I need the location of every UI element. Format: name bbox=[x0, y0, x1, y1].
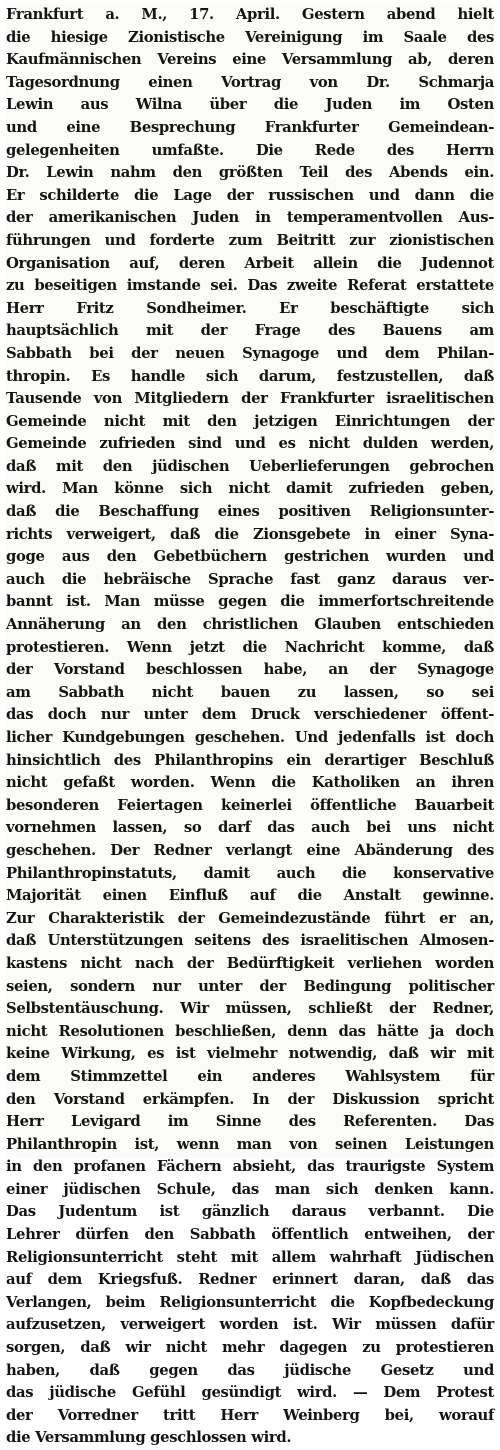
article-line: hauptsächlich mit der Frage des Bauens am bbox=[6, 322, 494, 340]
article-line: Verlangen, beim Religionsunterricht die Kopfbedeckung bbox=[6, 1293, 494, 1311]
article-line: Philanthropin ist, wenn man von seinen Leistungen bbox=[6, 1135, 494, 1153]
article-line: sorgen, daß wir nicht mehr dagegen zu protestieren bbox=[6, 1339, 494, 1357]
article-line: Majorität einen Einfluß auf die Anstalt gewinne. bbox=[6, 887, 494, 905]
article-line: Er schilderte die Lage der russischen und dann die bbox=[6, 186, 494, 204]
article-line: Selbstentäuschung. Wir müssen, schließt der Redner, bbox=[6, 1000, 494, 1018]
article-line: in den profanen Fächern absieht, das traurigste System bbox=[6, 1158, 494, 1176]
article-line: geschehen. Der Redner verlangt eine Abänderung des bbox=[6, 841, 494, 859]
article-line: Gemeinde nicht mit den jetzigen Einrichtungen der bbox=[6, 412, 494, 430]
article-line: den Vorstand erkämpfen. In der Diskussion spricht bbox=[6, 1090, 494, 1108]
article-line: der Vorstand beschlossen habe, an der Synagoge bbox=[6, 661, 494, 679]
article-line: nicht gefaßt worden. Wenn die Katholiken an ihren bbox=[6, 774, 494, 792]
article-line: der Vorredner tritt Herr Weinberg bei, worauf bbox=[6, 1406, 494, 1424]
newspaper-clipping bbox=[6, 4, 494, 1447]
article-line: dem Stimmzettel ein anderes Wahlsystem für bbox=[6, 1067, 494, 1085]
article-line: Tausende von Mitgliedern der Frankfurter israelitischen bbox=[6, 390, 494, 408]
article-line: einer jüdischen Schule, das man sich denken kann. bbox=[6, 1180, 494, 1198]
article-line: das doch nur unter dem Druck verschiedener öffent- bbox=[6, 706, 494, 724]
article-line: haben, daß gegen das jüdische Gesetz und bbox=[6, 1361, 494, 1379]
article-line: führungen und forderte zum Beitritt zur zionistischen bbox=[6, 231, 494, 249]
article-line: thropin. Es handle sich darum, festzustellen, daß bbox=[6, 367, 494, 385]
article-line: der amerikanischen Juden in temperamentvollen Aus- bbox=[6, 209, 494, 227]
article-line: nicht Resolutionen beschließen, denn das hätte ja doch bbox=[6, 1022, 494, 1040]
article-line: und eine Besprechung Frankfurter Gemeindean- bbox=[6, 118, 494, 136]
article-line: Lehrer dürfen den Sabbath öffentlich entweihen, der bbox=[6, 1226, 494, 1244]
article-line: Organisation auf, deren Arbeit allein die Judennot bbox=[6, 254, 494, 272]
article-line: Religionsunterricht steht mit allem wahrhaft Jüdischen bbox=[6, 1248, 494, 1266]
article-line: licher Kundgebungen geschehen. Und jedenfalls ist doch bbox=[6, 729, 494, 746]
article-line: seien, sondern nur unter der Bedingung politischer bbox=[6, 977, 494, 995]
article-line: am Sabbath nicht bauen zu lassen, so sei bbox=[6, 683, 494, 701]
article-column bbox=[6, 4, 494, 1450]
article-line: Zur Charakteristik der Gemeindezustände führt er an, bbox=[6, 909, 494, 927]
article-line: protestieren. Wenn jetzt die Nachricht komme, daß bbox=[6, 638, 494, 656]
article-line: die hiesige Zionistische Vereinigung im Saale des bbox=[6, 28, 494, 46]
article-line: Kaufmännischen Vereins eine Versammlung ab, deren bbox=[6, 51, 494, 69]
article-line: Herr Fritz Sondheimer. Er beschäftigte sich bbox=[6, 299, 494, 317]
article-line: besonderen Feiertagen keinerlei öffentliche Bauarbeit bbox=[6, 796, 494, 814]
article-line: Annäherung an den christlichen Glauben entschieden bbox=[6, 616, 494, 634]
article-line: die Versammlung geschlossen wird. bbox=[6, 1429, 292, 1447]
article-line: Tagesordnung einen Vortrag von Dr. Schmarja bbox=[6, 73, 494, 91]
article-line: Dr. Lewin nahm den größten Teil des Abends ein. bbox=[6, 164, 494, 182]
article-line: kastens nicht nach der Bedürftigkeit verliehen worden bbox=[6, 954, 494, 972]
article-line: daß die Beschaffung eines positiven Religionsunter- bbox=[6, 503, 494, 521]
article-line: gelegenheiten umfaßte. Die Rede des Herrn bbox=[6, 141, 494, 159]
article-line: hinsichtlich des Philanthropins ein derartiger Beschluß bbox=[6, 751, 494, 769]
article-line: Herr Levigard im Sinne des Referenten. Das bbox=[6, 1113, 494, 1131]
article-line: zu beseitigen imstande sei. Das zweite Referat erstattete bbox=[6, 277, 494, 295]
article-line: wird. Man könne sich nicht damit zufrieden geben, bbox=[6, 480, 494, 498]
article-line: daß mit den jüdischen Ueberlieferungen gebrochen bbox=[6, 457, 494, 475]
article-line: bannt ist. Man müsse gegen die immerfortschreitende bbox=[6, 593, 494, 611]
article-line: vornehmen lassen, so darf das auch bei uns nicht bbox=[6, 819, 494, 837]
article-line: keine Wirkung, es ist vielmehr notwendig, daß wir mit bbox=[6, 1045, 494, 1063]
article-line: Frankfurt a. M., 17. April. Gestern abend hielt bbox=[6, 6, 494, 23]
article-line: auch die hebräische Sprache fast ganz daraus ver- bbox=[6, 570, 494, 588]
article-line: Lewin aus Wilna über die Juden im Osten bbox=[6, 96, 494, 114]
article-line: daß Unterstützungen seitens des israelitischen Almosen- bbox=[6, 932, 494, 950]
article-line: Philanthropinstatuts, damit auch die konservative bbox=[6, 864, 494, 882]
article-line: Sabbath bei der neuen Synagoge und dem Philan- bbox=[6, 344, 494, 362]
article-line: Gemeinde zufrieden sind und es nicht dulden werden, bbox=[6, 435, 494, 453]
article-line: richts verweigert, daß die Zionsgebete in einer Syna- bbox=[6, 525, 494, 543]
article-line: das jüdische Gefühl gesündigt wird. — Dem Protest bbox=[6, 1384, 494, 1402]
article-line: aufzusetzen, verweigert worden ist. Wir müssen dafür bbox=[6, 1316, 494, 1334]
article-line: Das Judentum ist gänzlich daraus verbannt. Die bbox=[6, 1203, 494, 1221]
article-line: goge aus den Gebetbüchern gestrichen wurden und bbox=[6, 548, 494, 566]
article-line: auf dem Kriegsfuß. Redner erinnert daran, daß das bbox=[6, 1271, 494, 1289]
